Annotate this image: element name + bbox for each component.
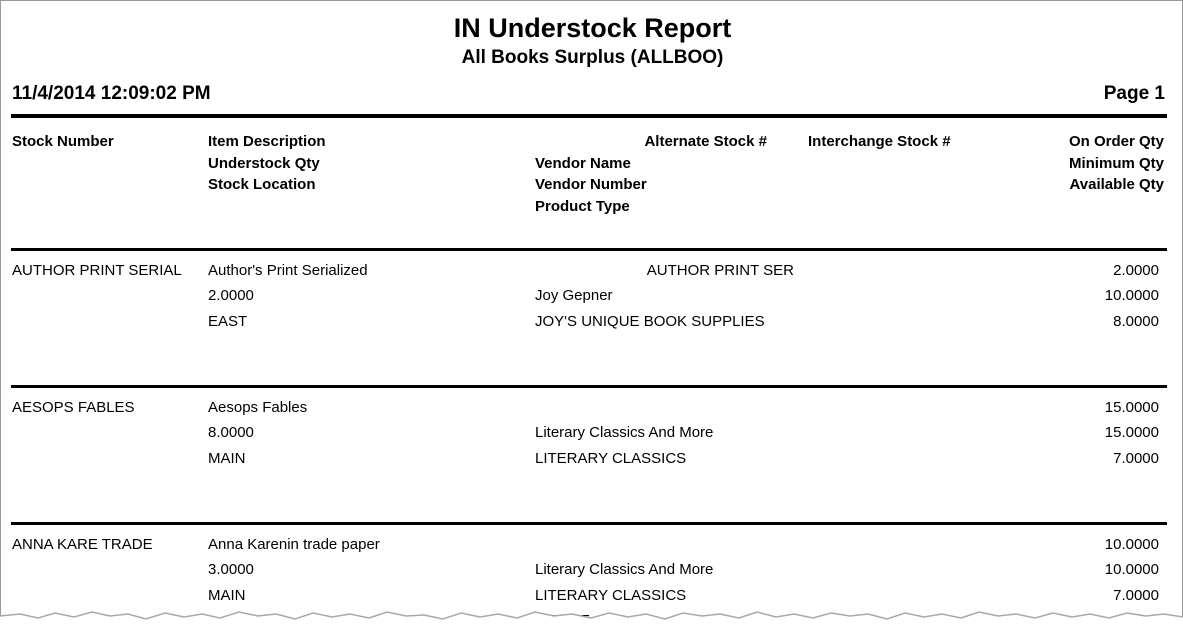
row-divider <box>11 248 1167 251</box>
header-available-qty: Available Qty <box>1069 176 1164 193</box>
row-vendor-name: Joy Gepner <box>535 287 613 304</box>
torn-edge-decoration <box>0 604 1183 631</box>
header-vendor-name: Vendor Name <box>535 155 631 172</box>
page-number: Page 1 <box>1103 83 1165 104</box>
row-minimum-qty: 15.0000 <box>1104 424 1159 441</box>
row-stock-location: MAIN <box>208 587 246 604</box>
header-minimum-qty: Minimum Qty <box>1068 155 1164 172</box>
row-vendor-number: LITERARY CLASSICS <box>535 450 687 467</box>
row-item-description: Aesops Fables <box>208 399 308 416</box>
row-on-order-qty: 10.0000 <box>1104 536 1159 553</box>
row-vendor-number: LITERARY CLASSICS <box>535 587 687 604</box>
header-product-type: Product Type <box>535 198 630 215</box>
header-divider <box>11 114 1167 118</box>
header-interchange-stock: Interchange Stock # <box>808 133 951 150</box>
report-subtitle: All Books Surplus (ALLBOO) <box>461 47 724 68</box>
row-vendor-name: Literary Classics And More <box>535 424 714 441</box>
row-stock-location: MAIN <box>208 450 246 467</box>
row-available-qty: 7.0000 <box>1113 450 1159 467</box>
header-understock-qty: Understock Qty <box>208 155 320 172</box>
row-available-qty: 7.0000 <box>1113 587 1159 604</box>
report-datetime: 11/4/2014 12:09:02 PM <box>12 83 211 104</box>
row-divider <box>11 522 1167 525</box>
row-item-description: Author's Print Serialized <box>208 262 368 279</box>
row-stock-number: AESOPS FABLES <box>12 399 135 416</box>
header-vendor-number: Vendor Number <box>535 176 647 193</box>
row-minimum-qty: 10.0000 <box>1104 287 1159 304</box>
row-stock-number: ANNA KARE TRADE <box>12 536 153 553</box>
row-available-qty: 8.0000 <box>1113 313 1159 330</box>
row-vendor-number: JOY'S UNIQUE BOOK SUPPLIES <box>535 313 765 330</box>
row-divider <box>11 385 1167 388</box>
row-understock-qty: 8.0000 <box>208 424 254 441</box>
row-vendor-name: Literary Classics And More <box>535 561 714 578</box>
report-title: IN Understock Report <box>453 13 732 43</box>
row-alternate-stock: AUTHOR PRINT SER <box>646 262 794 279</box>
header-alternate-stock: Alternate Stock # <box>644 133 767 150</box>
header-stock-number: Stock Number <box>12 133 114 150</box>
header-stock-location: Stock Location <box>208 176 316 193</box>
row-item-description: Anna Karenin trade paper <box>208 536 380 553</box>
row-minimum-qty: 10.0000 <box>1104 561 1159 578</box>
row-stock-location: EAST <box>208 313 248 330</box>
row-understock-qty: 3.0000 <box>208 561 254 578</box>
header-item-description: Item Description <box>208 133 326 150</box>
row-on-order-qty: 15.0000 <box>1104 399 1159 416</box>
row-stock-number: AUTHOR PRINT SERIAL <box>12 262 182 279</box>
row-understock-qty: 2.0000 <box>208 287 254 304</box>
header-on-order-qty: On Order Qty <box>1068 133 1164 150</box>
row-on-order-qty: 2.0000 <box>1113 262 1159 279</box>
